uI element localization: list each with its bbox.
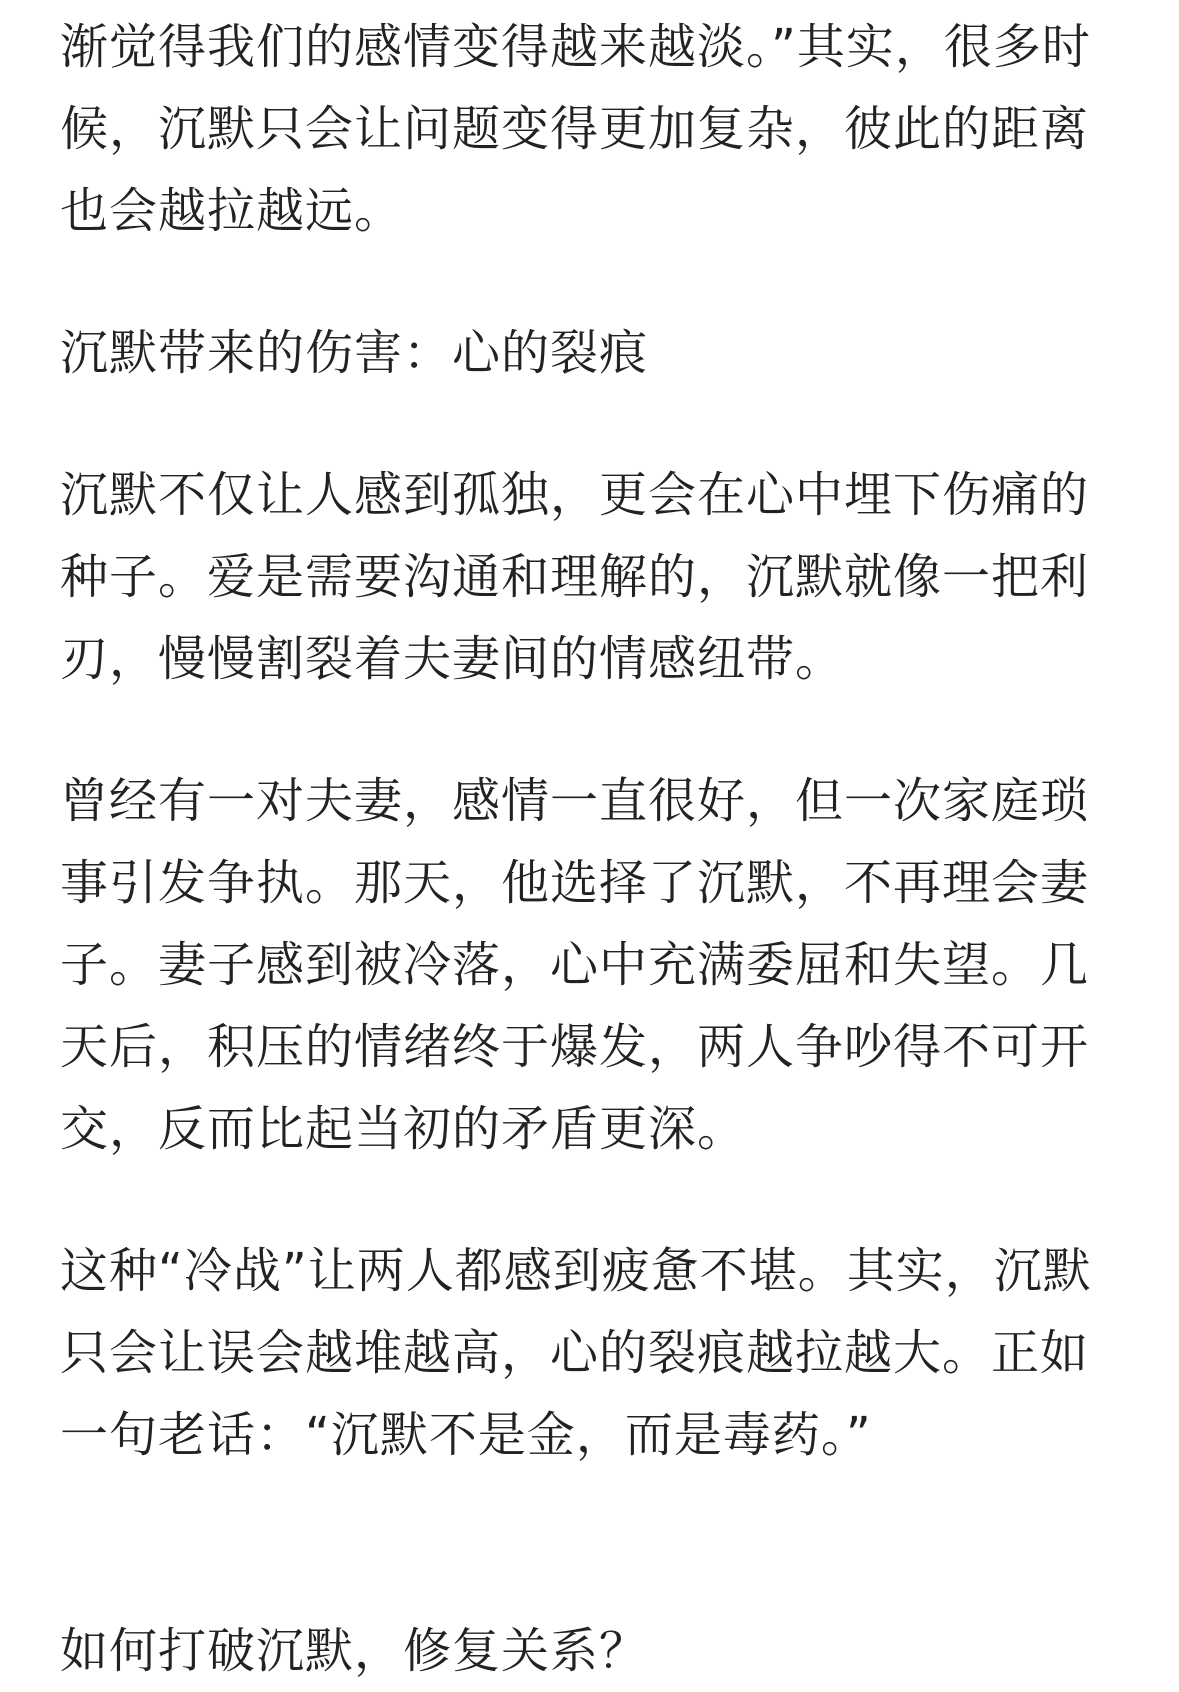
paragraph-gap: [60, 394, 1120, 454]
paragraph-intro: 渐觉得我们的感情变得越来越淡。”其实，很多时候，沉默只会让问题变得更加复杂，彼此的距离也会越拉越远。: [60, 19, 1091, 239]
paragraph-gap: [60, 1170, 1120, 1230]
next-section-heading: 如何打破沉默，修复关系？: [60, 1623, 649, 1679]
paragraph-gap: [60, 700, 1120, 760]
paragraph-cold-war: 这种“冷战”让两人都感到疲惫不堪。其实，沉默只会让误会越堆越高，心的裂痕越拉越大。正如一句老话：“沉默不是金，而是毒药。”: [60, 1243, 1092, 1463]
article-body: [60, 0, 1120, 1476]
section-heading: 沉默带来的伤害：心的裂痕: [60, 325, 649, 381]
paragraph-gap: [60, 252, 1120, 312]
paragraph-harm: 沉默不仅让人感到孤独，更会在心中埋下伤痛的种子。爱是需要沟通和理解的，沉默就像一把利刃，慢慢割裂着夫妻间的情感纽带。: [60, 467, 1090, 687]
paragraph-story: 曾经有一对夫妻，感情一直很好，但一次家庭琐事引发争执。那天，他选择了沉默，不再理会妻子。妻子感到被冷落，心中充满委屈和失望。几天后，积压的情绪终于爆发，两人争吵得不可开交，反而比起当初的矛盾更深。: [60, 773, 1090, 1157]
